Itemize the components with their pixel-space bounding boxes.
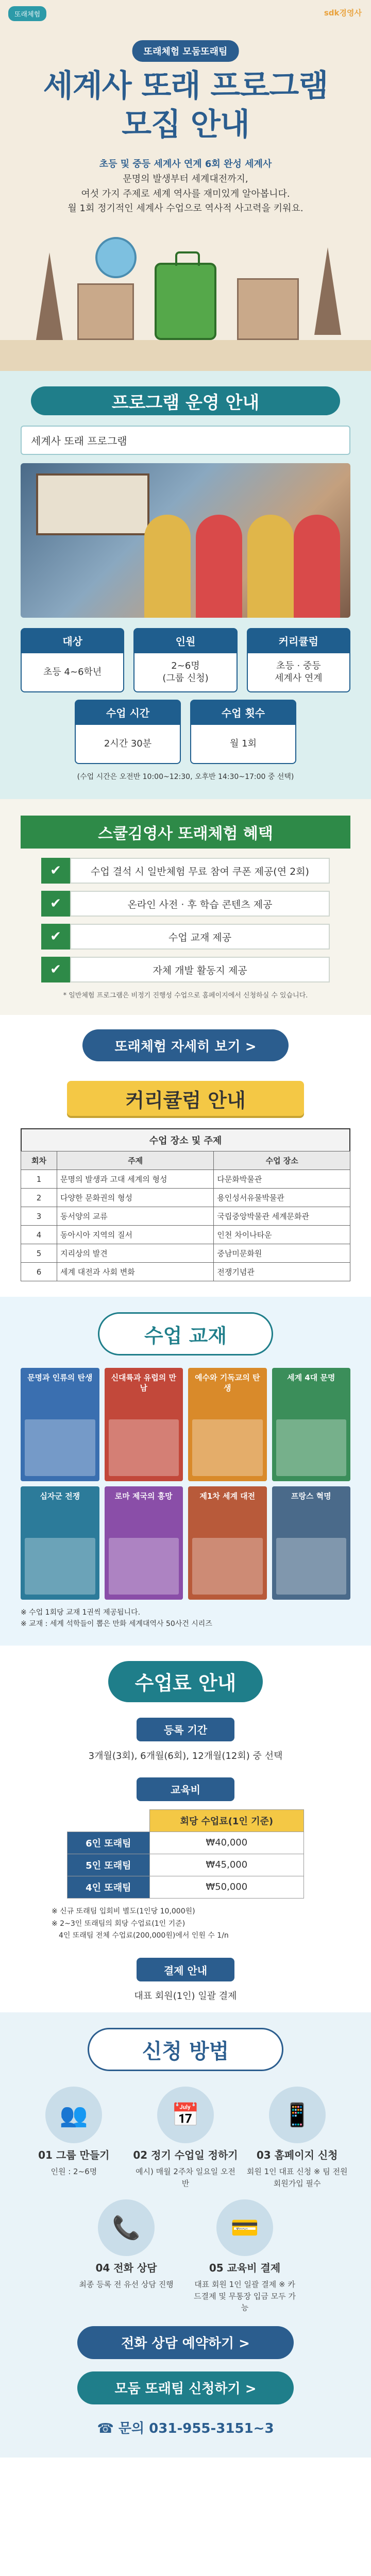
info-value: 초등 4~6학년 — [21, 653, 124, 692]
step-desc: 최종 등록 전 유선 상담 진행 — [79, 2280, 174, 2290]
pay-title: 결제 안내 — [137, 1958, 234, 1981]
apply-heading: 신청 방법 — [88, 2028, 283, 2071]
apply-steps-2 — [72, 2199, 299, 2314]
cover-illustration — [109, 1538, 179, 1595]
benefit-item — [41, 858, 330, 884]
textbook-cover — [188, 1368, 267, 1481]
view-details-button[interactable]: 또래체험 자세히 보기 > — [82, 1029, 289, 1061]
check-icon: ✔ — [41, 957, 70, 982]
hero-desc-line4: 월 1회 정기적인 세계사 수업으로 역사적 사고력을 키워요. — [68, 203, 303, 214]
textbook-cover — [105, 1368, 183, 1481]
info-label: 수업 시간 — [75, 700, 181, 725]
cover-illustration — [25, 1419, 95, 1476]
photo-board — [36, 473, 149, 535]
textbook-title: 제1차 세계 대전 — [199, 1492, 256, 1501]
table-row: 6인 또래팀 ₩40,000 — [68, 1832, 304, 1854]
phone-consult-button[interactable]: 전화 상담 예약하기 > — [77, 2326, 294, 2359]
hero-description — [0, 157, 371, 216]
apply-step — [191, 2199, 299, 2314]
benefit-item — [41, 924, 330, 950]
card-icon: 💳 — [216, 2199, 273, 2256]
photo-child — [144, 515, 191, 618]
textbook-grid — [21, 1368, 350, 1600]
table-row: 6 세계 대전과 사회 변화 전쟁기념관 — [21, 1263, 350, 1281]
step-desc: 인원 : 2~6명 — [50, 2167, 97, 2177]
fee-notes — [52, 1906, 319, 1942]
table-row: 2 다양한 문화권의 형성 용인성서유물박물관 — [21, 1189, 350, 1207]
curriculum-section — [0, 1076, 371, 1297]
check-icon: ✔ — [41, 924, 70, 950]
info-class-time — [75, 700, 181, 764]
tuition-section — [0, 1646, 371, 2012]
benefit-heading: 스쿨김영사 또래체험 혜택 — [21, 816, 350, 849]
building-icon — [77, 283, 134, 340]
table-header: 회차 — [21, 1151, 57, 1170]
textbook-cover — [272, 1368, 351, 1481]
program-box-title: 세계사 또래 프로그램 — [21, 426, 350, 455]
info-label: 인원 — [133, 628, 237, 653]
photo-child — [294, 515, 340, 618]
info-label: 수업 횟수 — [190, 700, 296, 725]
info-label: 대상 — [21, 628, 124, 653]
textbook-cover — [21, 1486, 99, 1600]
program-note: (수업 시간은 오전반 10:00~12:30, 오후반 14:30~17:00 중 선택) — [77, 773, 294, 781]
textbook-note: ※ 교재 : 세계 석학들이 뽑은 만화 세계대역사 50사건 시리즈 — [21, 1620, 212, 1629]
photo-child — [247, 515, 294, 618]
cover-illustration — [276, 1419, 347, 1476]
hero-illustration — [0, 216, 371, 371]
info-people — [133, 628, 237, 692]
hero-desc-line2: 문명의 발생부터 세계대전까지, — [123, 173, 248, 184]
info-curriculum — [247, 628, 350, 692]
cover-illustration — [192, 1419, 263, 1476]
step-name: 04 전화 상담 — [95, 2262, 157, 2275]
contact-phone: ☎ 문의 031-955-3151~3 — [97, 2420, 274, 2436]
hero-title — [0, 67, 371, 144]
curriculum-table — [21, 1151, 350, 1281]
check-icon: ✔ — [41, 858, 70, 884]
apply-step — [72, 2199, 180, 2314]
period-text: 3개월(3회), 6개월(6회), 12개월(12회) 중 선택 — [88, 1750, 283, 1761]
pyramid-icon — [314, 247, 341, 335]
table-row: 4인 또래팀 ₩50,000 — [68, 1876, 304, 1898]
textbook-title: 예수와 기독교의 탄생 — [195, 1373, 260, 1393]
textbook-title: 신대륙과 유럽의 만남 — [111, 1373, 176, 1393]
benefit-item — [41, 957, 330, 982]
apply-step — [132, 2087, 239, 2189]
fee-table — [67, 1809, 304, 1899]
textbook-title: 프랑스 혁명 — [291, 1492, 331, 1501]
hero-title-line1: 세계사 또래 프로그램 — [43, 68, 328, 104]
table-header: 주제 — [57, 1151, 214, 1170]
textbook-notes — [21, 1607, 350, 1630]
benefit-text: 수업 결석 시 일반체험 무료 참여 쿠폰 제공(연 2회) — [70, 858, 330, 884]
table-row: 1 문명의 발생과 고대 세계의 형성 다문화박물관 — [21, 1170, 350, 1189]
team-apply-button[interactable]: 모둠 또래팀 신청하기 > — [77, 2371, 294, 2404]
benefit-text: 수업 교재 제공 — [70, 924, 330, 950]
phone-icon: 📞 — [98, 2199, 155, 2256]
table-row: 5 지리상의 발견 중남미문화원 — [21, 1244, 350, 1263]
check-icon: ✔ — [41, 891, 70, 917]
table-row: 3 동서양의 교류 국립중앙박물관 세계문화관 — [21, 1207, 350, 1226]
step-desc: 예시) 매월 2주차 일요일 오전반 — [136, 2167, 235, 2188]
table-row: 4 동아시아 지역의 질서 인천 차이나타운 — [21, 1226, 350, 1244]
calendar-icon: 📅 — [157, 2087, 214, 2143]
benefit-text: 자체 개발 활동지 제공 — [70, 957, 330, 982]
textbook-title: 세계 4대 문명 — [287, 1373, 335, 1382]
fee-note: ※ 2~3인 또래팀의 회당 수업료(1인 기준) — [52, 1919, 185, 1928]
period-title: 등록 기간 — [137, 1718, 234, 1741]
suitcase-icon — [155, 263, 216, 340]
apply-step — [21, 2087, 127, 2189]
tuition-heading: 수업료 안내 — [108, 1661, 263, 1702]
fee-header: 회당 수업료(1인 기준) — [149, 1809, 303, 1832]
textbook-cover — [188, 1486, 267, 1600]
info-value: 2~6명 (그룹 신청) — [133, 653, 237, 692]
info-target — [21, 628, 124, 692]
info-value: 2시간 30분 — [75, 725, 181, 764]
info-class-count — [190, 700, 296, 764]
hero-desc-line3: 여섯 가지 주제로 세계 역사를 재미있게 알아봅니다. — [81, 188, 290, 199]
step-name: 02 정기 수업일 정하기 — [133, 2149, 238, 2162]
program-photo — [21, 463, 350, 618]
program-info-grid — [21, 628, 350, 692]
apply-step — [244, 2087, 350, 2189]
textbook-cover — [105, 1486, 183, 1600]
edu-title: 교육비 — [137, 1777, 234, 1801]
curriculum-heading: 커리큘럼 안내 — [67, 1081, 304, 1116]
textbook-title: 로마 제국의 흥망 — [114, 1492, 173, 1501]
mobile-icon: 📱 — [269, 2087, 326, 2143]
benefit-list — [41, 858, 330, 982]
hero-tag: 또래체험 — [8, 6, 46, 21]
hero-section — [0, 0, 371, 371]
pay-text: 대표 회원(1인) 일괄 결제 — [134, 1991, 237, 2002]
textbook-title: 문명과 인류의 탄생 — [27, 1373, 93, 1382]
program-info-grid2 — [75, 700, 296, 764]
info-value: 월 1회 — [190, 725, 296, 764]
benefit-text: 온라인 사전 · 후 학습 콘텐츠 제공 — [70, 891, 330, 917]
temple-icon — [237, 278, 299, 340]
step-desc: 회원 1인 대표 신청 ※ 팀 전원 회원가입 필수 — [246, 2167, 348, 2188]
program-heading: 프로그램 운영 안내 — [31, 386, 340, 415]
textbook-note: ※ 수업 1회당 교재 1권씩 제공됩니다. — [21, 1608, 141, 1617]
step-name: 01 그룹 만들기 — [38, 2149, 110, 2162]
cover-illustration — [25, 1538, 95, 1595]
step-desc: 대표 회원 1인 일괄 결제 ※ 카드결제 및 무통장 입금 모두 가능 — [194, 2280, 296, 2313]
tower-icon — [36, 252, 63, 340]
cover-illustration — [109, 1419, 179, 1476]
textbook-heading: 수업 교재 — [98, 1312, 273, 1355]
program-section — [0, 371, 371, 799]
ground-shape — [0, 340, 371, 371]
hero-desc-line1: 초등 및 중등 세계사 연계 6회 완성 세계사 — [99, 159, 272, 170]
brand-logo: sdk경영사 — [324, 8, 362, 18]
textbook-cover — [21, 1368, 99, 1481]
textbook-section — [0, 1297, 371, 1646]
apply-steps — [21, 2087, 350, 2189]
fee-note: 4인 또래팀 전체 수업료(200,000원)에서 인원 수 1/n — [59, 1931, 229, 1940]
info-value: 초등 · 중등 세계사 연계 — [247, 653, 350, 692]
group-icon: 👥 — [45, 2087, 102, 2143]
photo-child — [196, 515, 242, 618]
textbook-cover — [272, 1486, 351, 1600]
info-label: 커리큘럼 — [247, 628, 350, 653]
fee-note: ※ 신규 또래팀 입회비 별도(1인당 10,000원) — [52, 1907, 195, 1916]
cover-illustration — [276, 1538, 347, 1595]
cta-wrap — [0, 1015, 371, 1076]
step-name: 05 교육비 결제 — [209, 2262, 281, 2275]
textbook-title: 십자군 전쟁 — [40, 1492, 80, 1501]
cover-illustration — [192, 1538, 263, 1595]
table-header: 수업 장소 — [214, 1151, 350, 1170]
curriculum-table-title: 수업 장소 및 주제 — [21, 1128, 350, 1151]
globe-icon — [95, 237, 137, 278]
benefit-note: * 일반체험 프로그램은 비정기 진행성 수업으로 홈페이지에서 신청하실 수 있습니다. — [63, 992, 308, 999]
hero-badge: 또래체험 모둠또래팀 — [132, 40, 239, 62]
benefit-section — [0, 799, 371, 1015]
hero-title-line2: 모집 안내 — [122, 107, 249, 143]
table-row: 5인 또래팀 ₩45,000 — [68, 1854, 304, 1876]
apply-section — [0, 2012, 371, 2458]
benefit-item — [41, 891, 330, 917]
step-name: 03 홈페이지 신청 — [256, 2149, 338, 2162]
